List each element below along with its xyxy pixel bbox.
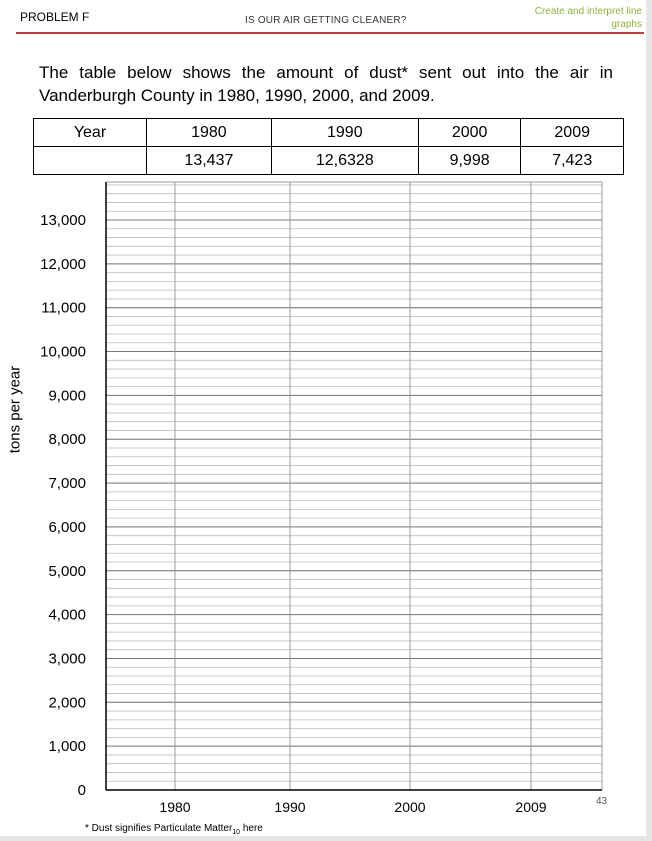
footnote [85,823,263,836]
y-tick-label: 7,000 [48,475,86,493]
y-axis-title-text: tons per year [6,365,24,453]
x-tick-label: 2000 [394,799,426,815]
footnote-subscript: 10 [232,829,241,836]
y-tick-label: 8,000 [48,431,86,449]
footnote-text: * Dust signifies Particulate Matter [85,823,233,834]
x-tick-label: 1990 [274,799,306,815]
table-year-cell: 2009 [521,119,624,147]
problem-label: PROBLEM F [20,10,90,24]
y-tick-label: 3,000 [48,650,86,668]
x-tick-label: 1980 [159,799,191,815]
y-tick-label: 5,000 [48,562,86,580]
y-tick-label: 1,000 [48,738,86,756]
intro-paragraph: The table below shows the amount of dust* sent out into the air in Vanderburgh County in 1980, 1990, 2000, and 2009. [39,63,613,105]
table-value-cell: 13,437 [147,147,272,175]
table-value-cell: 9,998 [418,147,521,175]
x-tick-label: 2009 [515,799,547,815]
subject-tag: Create and interpret line graphs [534,6,642,30]
table-value-cell: 12,6328 [271,147,418,175]
table-header-year: Year [34,119,147,147]
table-year-cell: 2000 [418,119,521,147]
y-tick-label: 12,000 [40,255,86,273]
table-year-cell: 1980 [147,119,272,147]
footnote-suffix: here [240,823,263,834]
table-value-cell: 7,423 [521,147,624,175]
worksheet-title: IS OUR AIR GETTING CLEANER? [245,15,407,26]
y-tick-label: 13,000 [40,212,86,229]
y-tick-label: 0 [77,782,86,799]
page-number: 43 [596,796,608,807]
y-tick-label: 9,000 [48,387,86,405]
table-year-cell: 1990 [271,119,418,147]
y-tick-label: 11,000 [41,299,86,317]
y-tick-label: 2,000 [48,694,86,712]
y-tick-label: 10,000 [40,343,86,361]
y-tick-label: 6,000 [48,518,86,536]
y-tick-label: 4,000 [48,606,86,624]
